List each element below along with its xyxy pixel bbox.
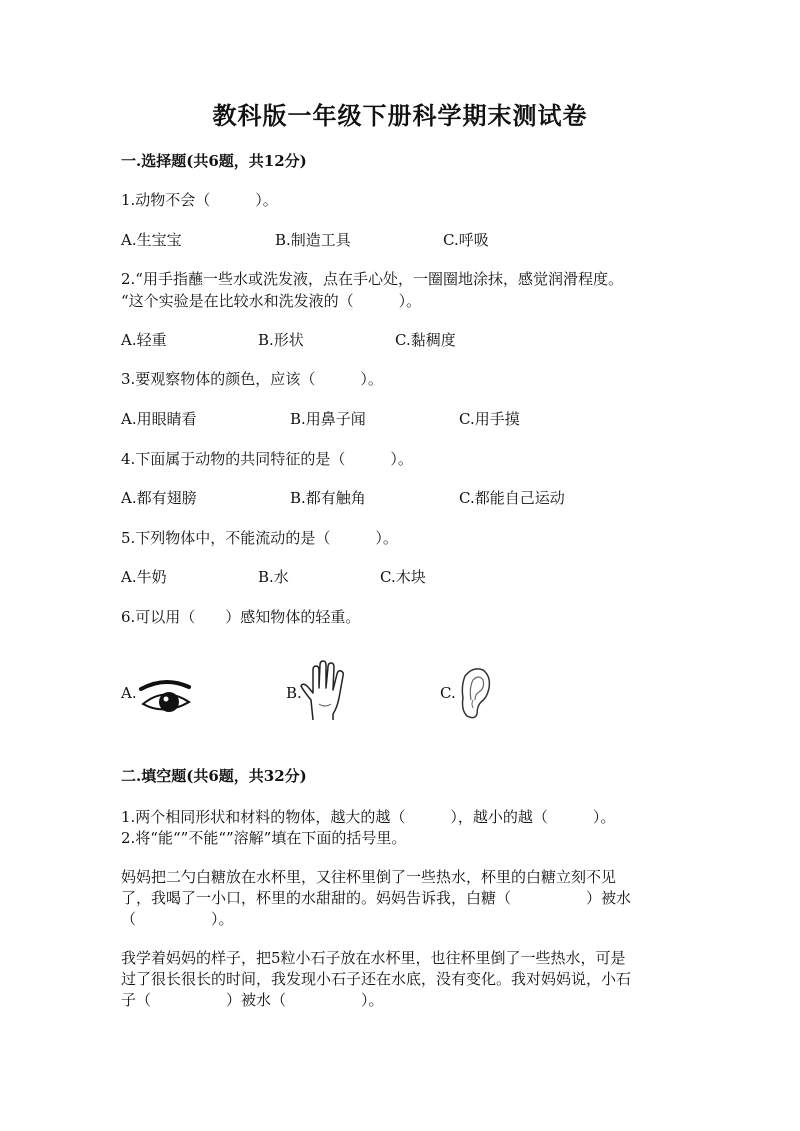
paragraph-2-line-2: 过了很长很长的时间，我发现小石子还在水底，没有变化。我对妈妈说，小石 — [121, 970, 632, 988]
q2-option-b: B.形状 — [258, 331, 304, 349]
q3-option-a: A.用眼睛看 — [121, 410, 197, 428]
q3-option-c: C.用手摸 — [459, 410, 520, 428]
q5-option-b: B.水 — [258, 568, 289, 586]
q6-option-c: C. — [440, 684, 456, 702]
question-5: 5.下列物体中，不能流动的是（ ）。 — [121, 529, 398, 547]
question-4: 4.下面属于动物的共同特征的是（ ）。 — [121, 450, 413, 468]
question-6: 6.可以用（ ）感知物体的轻重。 — [121, 608, 361, 626]
paragraph-1-line-1: 妈妈把二勺白糖放在水杯里，又往杯里倒了一些热水，杯里的白糖立刻不见 — [121, 868, 617, 886]
paragraph-1-line-3: （ ）。 — [121, 910, 234, 928]
question-2-line-1: 2.“用手指蘸一些水或洗发液，点在手心处，一圈圈地涂抹，感觉润滑程度。 — [121, 270, 623, 288]
q5-option-a: A.牛奶 — [121, 568, 167, 586]
fill-question-2: 2.将“能“”不能“”溶解”填在下面的括号里。 — [121, 829, 407, 847]
fill-question-1: 1.两个相同形状和材料的物体，越大的越（ ），越小的越（ ）。 — [121, 808, 616, 826]
page-title: 教科版一年级下册科学期末测试卷 — [212, 101, 588, 130]
q2-option-a: A.轻重 — [121, 331, 167, 349]
q4-option-b: B.都有触角 — [290, 489, 366, 507]
question-2-line-2: “这个实验是在比较水和洗发液的（ ）。 — [121, 292, 422, 310]
paragraph-1-line-2: 了，我喝了一小口，杯里的水甜甜的。妈妈告诉我，白糖（ ）被水 — [121, 889, 632, 907]
q1-option-c: C.呼吸 — [443, 231, 489, 249]
eye-icon — [137, 678, 195, 720]
q1-option-a: A.生宝宝 — [121, 231, 182, 249]
ear-icon — [457, 666, 493, 722]
q1-option-b: B.制造工具 — [275, 231, 351, 249]
section-heading-choice: 一.选择题(共6题，共12分) — [121, 152, 307, 170]
q6-option-a: A. — [121, 684, 137, 702]
q2-option-c: C.黏稠度 — [395, 331, 456, 349]
hand-icon — [299, 660, 351, 722]
q5-option-c: C.木块 — [380, 568, 426, 586]
paragraph-2-line-3: 子（ ）被水（ ）。 — [121, 991, 384, 1009]
section-heading-fill: 二.填空题(共6题，共32分) — [121, 767, 307, 785]
q4-option-c: C.都能自己运动 — [459, 489, 565, 507]
question-1: 1.动物不会（ ）。 — [121, 191, 278, 209]
q3-option-b: B.用鼻子闻 — [290, 410, 366, 428]
q4-option-a: A.都有翅膀 — [121, 489, 197, 507]
question-3: 3.要观察物体的颜色，应该（ ）。 — [121, 370, 383, 388]
paragraph-2-line-1: 我学着妈妈的样子，把5粒小石子放在水杯里，也往杯里倒了一些热水，可是 — [121, 949, 626, 967]
q6-option-b: B. — [286, 684, 302, 702]
